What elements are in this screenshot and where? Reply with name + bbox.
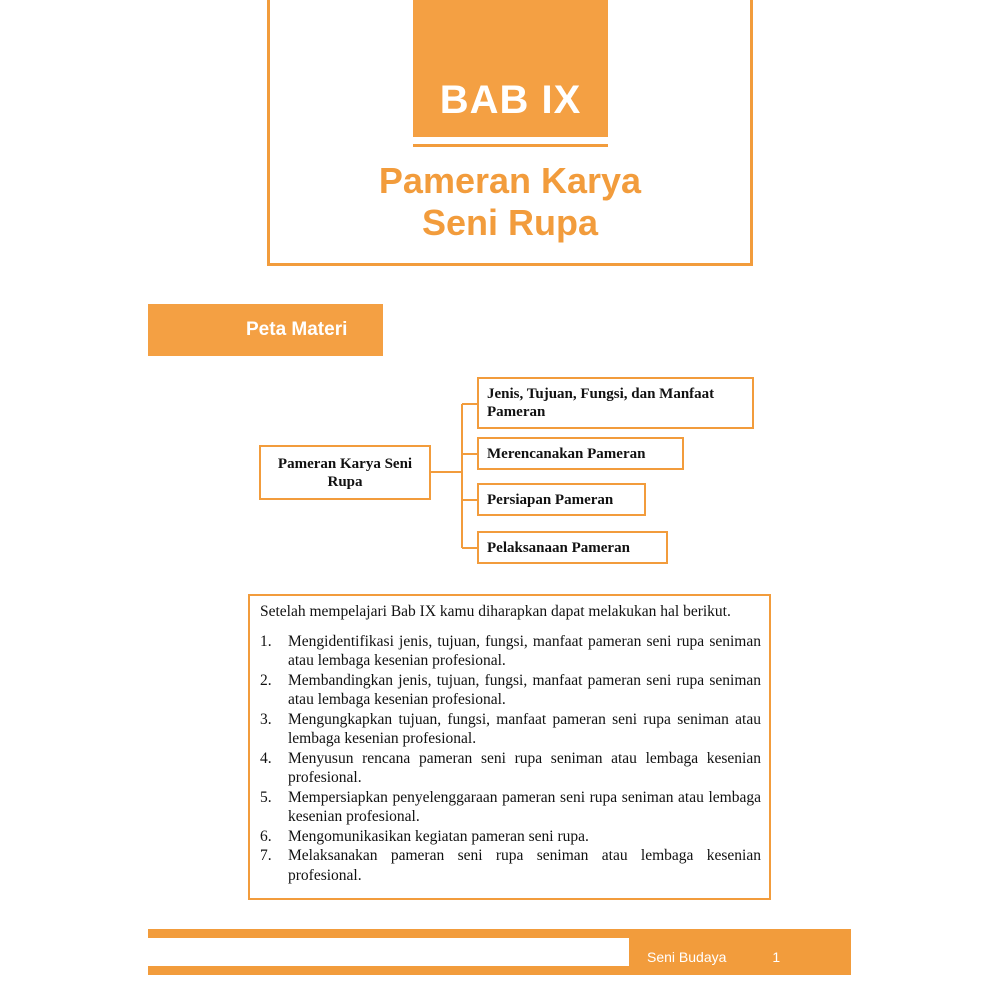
section-tab-label: Peta Materi — [246, 319, 348, 340]
concept-map-child-4: Pelaksanaan Pameran — [477, 531, 668, 564]
chapter-title-line-2: Seni Rupa — [421, 202, 599, 243]
objective-item — [260, 710, 761, 749]
objective-text: Mempersiapkan penyelenggaraan pameran seni rupa seniman atau lembaga kesenian profesional. — [288, 788, 761, 825]
objective-item — [260, 632, 761, 671]
concept-map-root: Pameran Karya Seni Rupa — [259, 445, 431, 500]
objective-item — [260, 846, 761, 885]
objective-item — [260, 749, 761, 788]
objective-text: Melaksanakan pameran seni rupa seniman atau lembaga kesenian profesional. — [288, 847, 761, 884]
page-number: 1 — [772, 948, 781, 965]
footer-bar-bottom — [148, 966, 629, 975]
objective-number: 4. — [260, 749, 272, 767]
objective-text: Membandingkan jenis, tujuan, fungsi, manfaat pameran seni rupa seniman atau lembaga kesenian profesional. — [288, 671, 761, 708]
objective-number: 6. — [260, 827, 272, 845]
objectives-list — [260, 632, 761, 886]
objective-item — [260, 671, 761, 710]
objective-item — [260, 827, 761, 847]
footer-bar-top — [148, 929, 851, 938]
objective-number: 7. — [260, 847, 272, 864]
footer-subject: Seni Budaya — [647, 948, 727, 965]
objective-number: 1. — [260, 632, 272, 650]
section-tab — [148, 304, 383, 356]
objectives-intro: Setelah mempelajari Bab IX kamu diharapkan dapat melakukan hal berikut. — [260, 603, 731, 620]
footer-tab — [629, 938, 851, 975]
learning-objectives-box — [248, 594, 771, 900]
chapter-label: BAB IX — [439, 78, 582, 122]
objective-number: 5. — [260, 788, 272, 806]
concept-map-child-3: Persiapan Pameran — [477, 483, 646, 516]
objective-text: Menyusun rencana pameran seni rupa seniman atau lembaga kesenian profesional. — [288, 749, 761, 786]
chapter-title-line-1: Pameran Karya — [378, 160, 642, 201]
objective-number: 3. — [260, 710, 272, 728]
chapter-label-block — [413, 0, 608, 137]
chapter-label-underline — [413, 144, 608, 147]
objective-number: 2. — [260, 671, 272, 689]
objective-text: Mengungkapkan tujuan, fungsi, manfaat pameran seni rupa seniman atau lembaga kesenian profesional. — [288, 710, 761, 747]
chapter-title — [270, 160, 750, 244]
objective-item — [260, 788, 761, 827]
concept-map-child-2: Merencanakan Pameran — [477, 437, 684, 470]
concept-map-child-1: Jenis, Tujuan, Fungsi, dan Manfaat Pameran — [477, 377, 754, 429]
objective-text: Mengidentifikasi jenis, tujuan, fungsi, manfaat pameran seni rupa seniman atau lembaga kesenian profesional. — [288, 632, 761, 669]
objective-text: Mengomunikasikan kegiatan pameran seni rupa. — [288, 827, 589, 845]
